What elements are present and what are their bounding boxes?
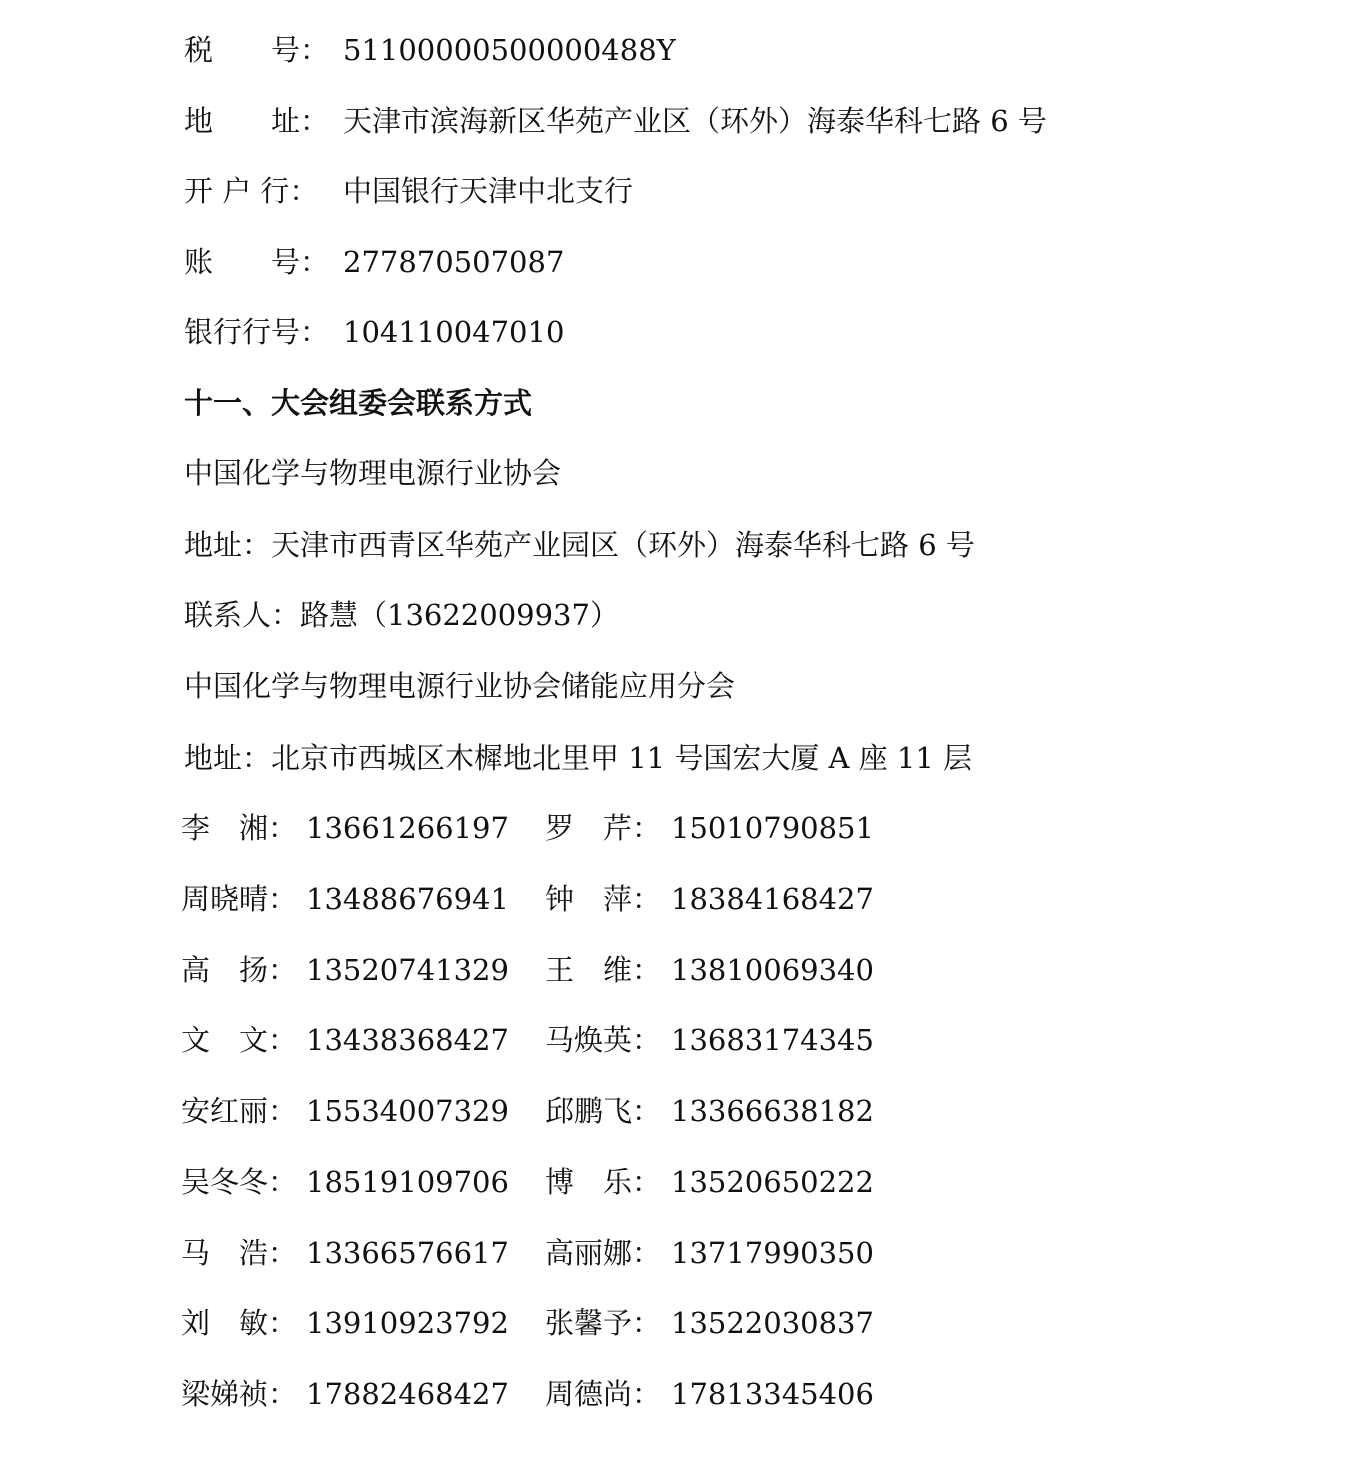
bank-name-value: 中国银行天津中北支行 (343, 174, 634, 208)
contact-phone: 13683174345 (671, 1023, 874, 1057)
bank-code-value: 104110047010 (343, 315, 565, 349)
contact-phone: 13661266197 (306, 811, 509, 845)
contact-name: 钟 萍： (545, 882, 662, 916)
section-heading: 十一、大会组委会联系方式 (184, 386, 533, 420)
contact-name: 马焕英： (545, 1023, 662, 1057)
branch-name: 中国化学与物理电源行业协会储能应用分会 (184, 669, 736, 703)
contact-name: 王 维： (545, 953, 662, 987)
contact-phone: 15534007329 (306, 1094, 509, 1128)
contact-phone: 13810069340 (671, 953, 874, 987)
tax-number-label: 税 号： (184, 33, 330, 67)
contact-name: 博 乐： (545, 1165, 662, 1199)
bank-address-value: 天津市滨海新区华苑产业区（环外）海泰华科七路 6 号 (343, 104, 1047, 138)
contact-phone: 15010790851 (671, 811, 874, 845)
contact-phone: 18384168427 (671, 882, 874, 916)
contact-name: 安红丽： (181, 1094, 298, 1128)
contact-name: 李 湘： (181, 811, 298, 845)
contact-phone: 17882468427 (306, 1377, 509, 1411)
contact-phone: 13522030837 (671, 1306, 874, 1340)
account-value: 277870507087 (343, 245, 565, 279)
bank-address-label: 地 址： (184, 104, 330, 138)
branch-address: 地址：北京市西城区木樨地北里甲 11 号国宏大厦 A 座 11 层 (184, 741, 973, 775)
contact-phone: 17813345406 (671, 1377, 874, 1411)
bank-code-label: 银行行号： (184, 315, 330, 349)
contact-name: 文 文： (181, 1023, 298, 1057)
association-address: 地址：天津市西青区华苑产业园区（环外）海泰华科七路 6 号 (184, 528, 975, 562)
contact-name: 周晓晴： (181, 882, 298, 916)
contact-phone: 13366576617 (306, 1236, 509, 1270)
contact-name: 邱鹏飞： (545, 1094, 662, 1128)
contact-phone: 13366638182 (671, 1094, 874, 1128)
contact-phone: 13488676941 (306, 882, 509, 916)
contact-name: 周德尚： (545, 1377, 662, 1411)
association-name: 中国化学与物理电源行业协会 (184, 456, 562, 490)
contact-name: 高 扬： (181, 953, 298, 987)
contact-name: 马 浩： (181, 1236, 298, 1270)
contact-phone: 13438368427 (306, 1023, 509, 1057)
contact-name: 吴冬冬： (181, 1165, 298, 1199)
account-label: 账 号： (184, 245, 330, 279)
contact-name: 梁娣祯： (181, 1377, 298, 1411)
bank-name-label: 开 户 行： (184, 174, 319, 208)
contact-phone: 13520741329 (306, 953, 509, 987)
association-contact: 联系人：路慧（13622009937） (184, 598, 619, 632)
contact-phone: 13717990350 (671, 1236, 874, 1270)
contact-name: 罗 芹： (545, 811, 662, 845)
tax-number-value: 51100000500000488Y (343, 33, 676, 67)
contact-name: 张馨予： (545, 1306, 662, 1340)
contact-phone: 13910923792 (306, 1306, 509, 1340)
contact-name: 高丽娜： (545, 1236, 662, 1270)
contact-phone: 18519109706 (306, 1165, 509, 1199)
contact-phone: 13520650222 (671, 1165, 874, 1199)
contact-name: 刘 敏： (181, 1306, 298, 1340)
